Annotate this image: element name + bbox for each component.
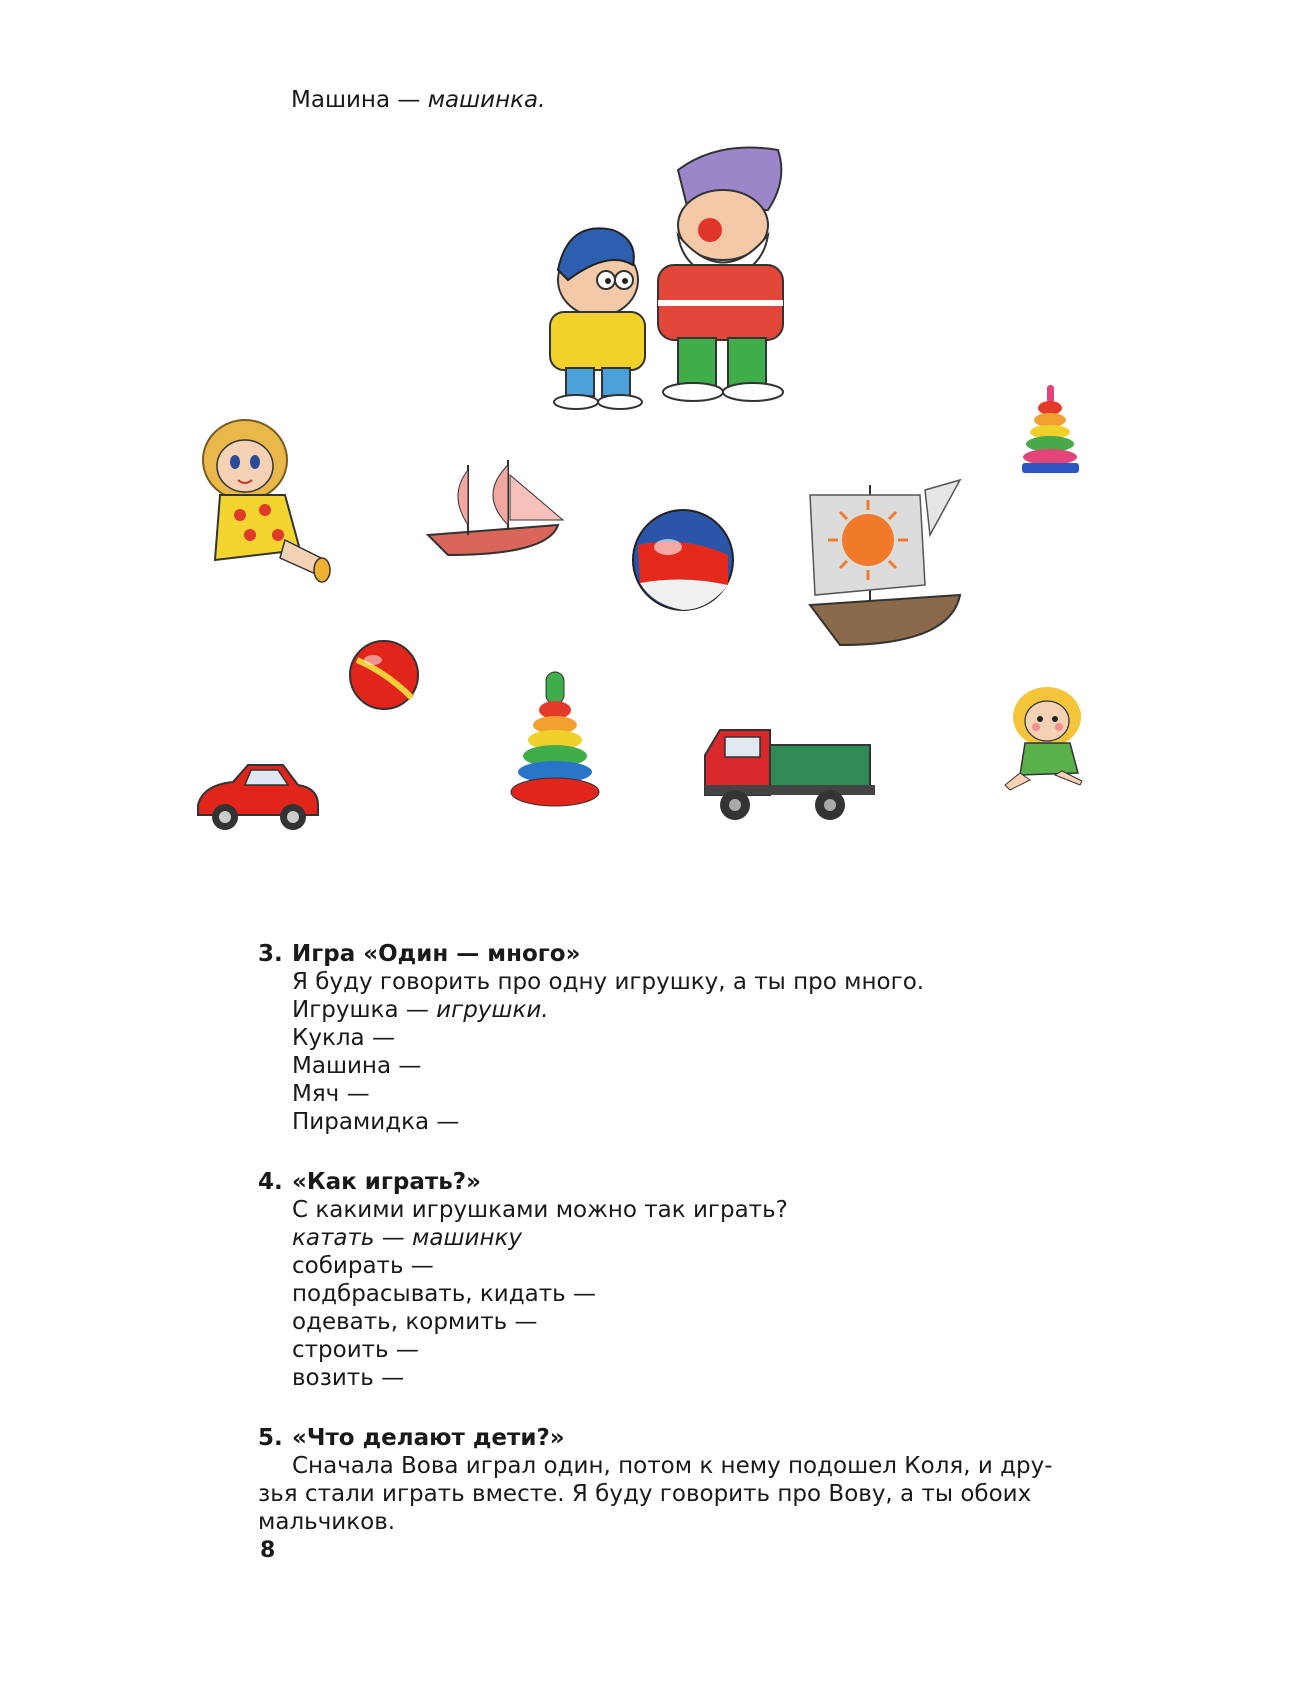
task4-title: «Как играть?» [292, 1169, 481, 1195]
top-line-plain: Машина — [291, 87, 428, 113]
task5-text-line: Сначала Вова играл один, потом к нему подошел Коля, и дру- [292, 1453, 1053, 1479]
top-line-italic: машинка. [427, 87, 546, 113]
task3-example [292, 996, 549, 1025]
task3-item: Машина — [292, 1053, 422, 1079]
task4-item: собирать — [292, 1253, 434, 1279]
task4-item: подбрасывать, кидать — [292, 1281, 597, 1307]
toy-car-icon [193, 760, 323, 835]
truck-icon [700, 725, 880, 825]
sailboat-icon [418, 455, 578, 565]
task4-intro: С какими игрушками можно так играть? [292, 1197, 788, 1223]
stacking-pyramid-icon [508, 670, 603, 810]
task3-item: Кукла — [292, 1025, 395, 1051]
gnomes-icon [528, 140, 818, 410]
sun-sail-ship-icon [800, 475, 970, 655]
top-line [291, 86, 545, 115]
small-pyramid-icon [1018, 383, 1083, 478]
task4-item: одевать, кормить — [292, 1309, 538, 1335]
task4-title-line [258, 1168, 481, 1197]
task5-number: 5. [258, 1425, 283, 1451]
task5-text-line: мальчиков. [258, 1509, 396, 1535]
task5-text-line: зья стали играть вместе. Я буду говорить про Вову, а ты обоих [258, 1481, 1032, 1507]
doll-icon [190, 400, 340, 590]
task3-title-line [258, 940, 580, 969]
task5-title: «Что делают дети?» [292, 1425, 565, 1451]
task4-number: 4. [258, 1169, 283, 1195]
task3-title: Игра «Один — много» [292, 941, 581, 967]
task3-example-plain: Игрушка — [292, 997, 437, 1023]
small-doll-icon [1000, 685, 1095, 795]
page-number: 8 [260, 1538, 276, 1563]
task3-example-italic: игрушки. [436, 997, 549, 1023]
task5-title-line [258, 1424, 565, 1453]
task3-item: Пирамидка — [292, 1109, 460, 1135]
task3-intro: Я буду говорить про одну игрушку, а ты про много. [292, 969, 925, 995]
red-ball-icon [347, 638, 422, 713]
task4-item: строить — [292, 1337, 419, 1363]
striped-ball-icon [628, 505, 738, 615]
task3-item: Мяч — [292, 1081, 370, 1107]
task3-number: 3. [258, 941, 283, 967]
task4-item: возить — [292, 1365, 405, 1391]
task4-example: катать — машинку [292, 1225, 523, 1251]
